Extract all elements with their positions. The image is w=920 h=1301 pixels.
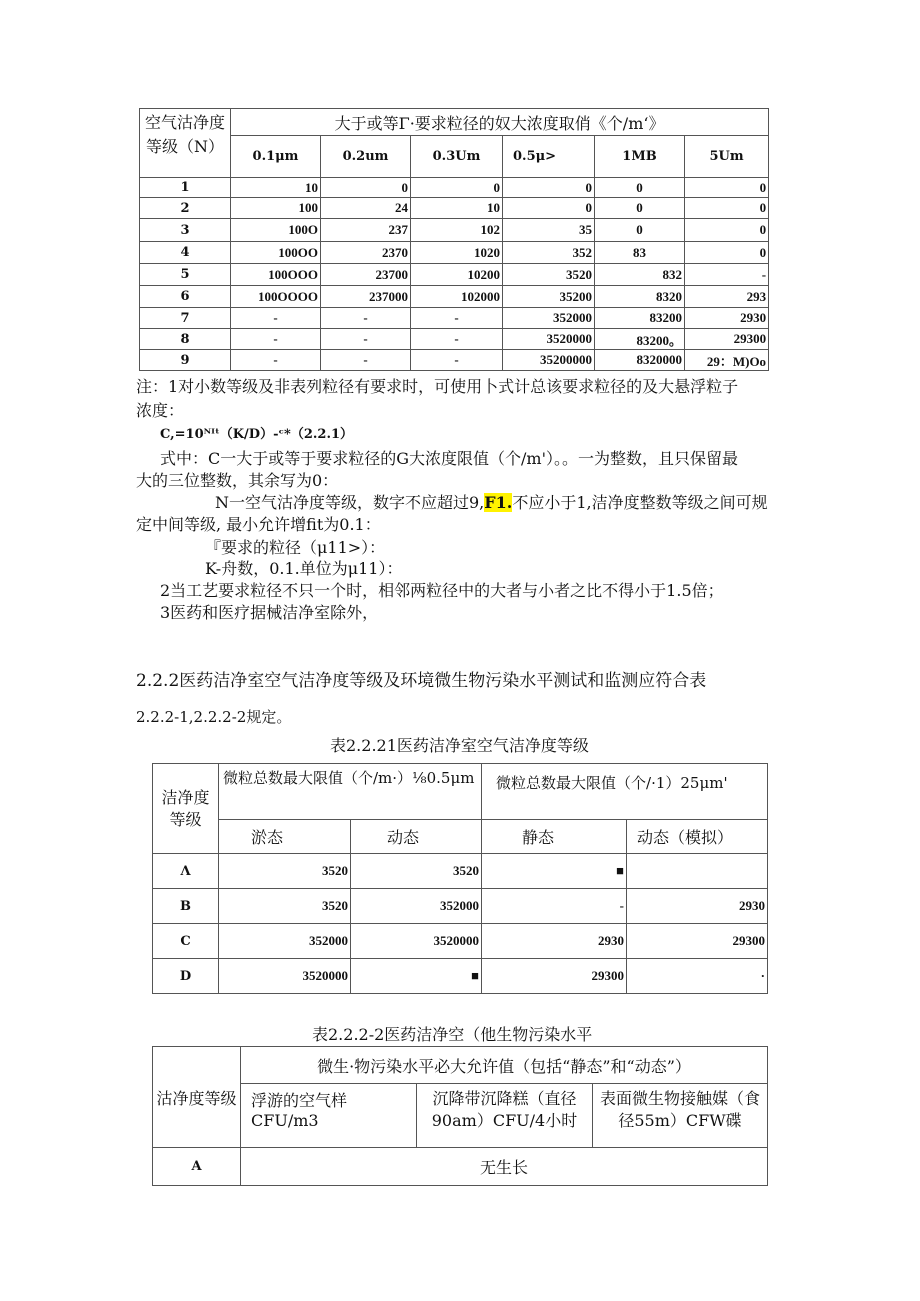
cleanliness-class-table (139, 108, 769, 371)
value-cell: 3520 (503, 264, 595, 286)
d-definition: 『要求的粒径（μ11>）： (205, 538, 386, 557)
table-row (140, 350, 769, 371)
value-cell: 2930 (685, 308, 769, 329)
subcol-header: 沉降带沉降糕（直径 90am）CFU/4小时 (417, 1084, 593, 1148)
pharma-cleanliness-table (152, 763, 768, 994)
group-header: 微粒总数最大限值（个/m·）⅛0.5μm (219, 764, 482, 820)
grade-cell: 3 (140, 219, 231, 242)
table-row (153, 924, 768, 959)
value-cell: 352 (503, 242, 595, 264)
value-cell: 3520000 (351, 924, 482, 959)
table-row (140, 329, 769, 350)
value-cell: - (411, 329, 503, 350)
table-row (153, 959, 768, 994)
subcol-header: 表面微生物接触媒（食 径55m）CFW碟 (593, 1084, 768, 1148)
value-cell: 10200 (411, 264, 503, 286)
subcol-header: 动态 (351, 820, 482, 854)
grade-cell: 6 (140, 286, 231, 308)
formula: C,=10ᴺᴵᵗ（K/D）-ᶜ*（2.2.1） (160, 427, 354, 442)
value-cell: 100O (231, 219, 321, 242)
value-cell: - (231, 350, 321, 371)
subcol-header: 静态 (482, 820, 627, 854)
n-definition: N一空气沽净度等级，数字不应超过9,F1.不应小于1,洁净度整数等级之间可规 (215, 493, 768, 512)
n-definition-cont: 定中间等级, 最小允许增fit为0.1： (136, 515, 381, 534)
col-header: 1MB (595, 136, 685, 178)
value-cell: - (321, 308, 411, 329)
table-row (140, 286, 769, 308)
value-cell: 3520 (219, 889, 351, 924)
value-cell: 0 (321, 178, 411, 198)
value-cell: 29300 (685, 329, 769, 350)
where-text-cont: 大的三位整数，其余写为0： (136, 471, 339, 490)
grade-cell: 8 (140, 329, 231, 350)
value-cell: 352000 (351, 889, 482, 924)
k-definition: K-舟数，0.1.单位为μ11）： (205, 559, 403, 578)
value-cell: 3520 (351, 854, 482, 889)
subcol-header: 淤态 (219, 820, 351, 854)
value-cell: 2370 (321, 242, 411, 264)
row-header: 沽净度等级 (153, 1047, 241, 1148)
grade-cell: C (153, 924, 219, 959)
value-cell: 352000 (503, 308, 595, 329)
value-cell: 0 (595, 219, 685, 242)
value-cell: 0 (685, 198, 769, 219)
table-row (140, 219, 769, 242)
grade-cell: 2 (140, 198, 231, 219)
note-3: 3医药和医疗据械洁净室除外， (160, 603, 379, 622)
value-cell: 100OOOO (231, 286, 321, 308)
value-cell (627, 854, 768, 889)
col-header: 5Um (685, 136, 769, 178)
value-cell: 0 (595, 178, 685, 198)
value-cell: 832 (595, 264, 685, 286)
value-cell: 29300 (482, 959, 627, 994)
table-row (140, 178, 769, 198)
value-cell: - (411, 308, 503, 329)
value-cell: 100 (231, 198, 321, 219)
value-cell: 10 (231, 178, 321, 198)
value-cell: - (321, 329, 411, 350)
highlighted-text: F1. (484, 493, 513, 512)
subcol-header: 动态（模拟） (627, 820, 768, 854)
value-cell: 2930 (482, 924, 627, 959)
value-cell: 24 (321, 198, 411, 219)
value-cell: 10 (411, 198, 503, 219)
value-cell: 100OOO (231, 264, 321, 286)
microbial-contamination-table (152, 1046, 768, 1186)
section-heading: 2.2.2医药洁净室空气洁净度等级及环境微生物污染水平测试和监测应符合表 (136, 671, 707, 691)
value-cell: 83200 (595, 308, 685, 329)
value-cell: - (482, 889, 627, 924)
value-cell: 35 (503, 219, 595, 242)
value-cell: 8320000 (595, 350, 685, 371)
grade-cell: 7 (140, 308, 231, 329)
col-header: 0.2um (321, 136, 411, 178)
section-heading-cont: 2.2.2-1,2.2.2-2规定。 (136, 708, 292, 726)
table-row (153, 854, 768, 889)
value-cell: 102000 (411, 286, 503, 308)
value-cell: 3520000 (219, 959, 351, 994)
where-text: 式中：C一大于或等于要求粒径的G大浓度限值（个/m'）。。一为整数，且只保留最 (160, 449, 738, 468)
value-cell: 237 (321, 219, 411, 242)
value-cell: - (231, 329, 321, 350)
group-header: 微生·物污染水平必大允许值（包括“静态”和“动态”） (241, 1047, 768, 1084)
group-header: 大于或等Γ·要求粒径的奴大浓度取俏《个/m‘》 (231, 109, 769, 136)
value-cell: 1020 (411, 242, 503, 264)
note-1-cont: 浓度： (136, 401, 185, 420)
value-cell: 8320 (595, 286, 685, 308)
grade-cell: 4 (140, 242, 231, 264)
value-cell: 0 (411, 178, 503, 198)
subcol-header: 浮游的空气样CFU/m3 (241, 1084, 417, 1148)
row-header: 洁净度 等级 (153, 764, 219, 854)
grade-cell: Λ (153, 854, 219, 889)
value-cell: 29：M)Oo (685, 350, 769, 371)
value-cell: 0 (595, 198, 685, 219)
value-cell: ■ (482, 854, 627, 889)
value-cell: 83200。 (595, 329, 685, 350)
note-2: 2当工艺要求粒径不只一个时，相邻两粒径中的大者与小者之比不得小于1.5倍； (160, 581, 724, 600)
grade-cell: 5 (140, 264, 231, 286)
value-cell: - (411, 350, 503, 371)
value-cell: - (685, 264, 769, 286)
value-cell: 100OO (231, 242, 321, 264)
value-cell: 0 (685, 242, 769, 264)
value-cell: 0 (685, 178, 769, 198)
value-cell: 3520 (219, 854, 351, 889)
col-header: 0.1μm (231, 136, 321, 178)
value-cell: 29300 (627, 924, 768, 959)
table-row (140, 308, 769, 329)
grade-cell: A (153, 1148, 241, 1186)
grade-cell: D (153, 959, 219, 994)
row-header: 空气沽净度 等级（N） (140, 109, 231, 178)
value-cell: - (321, 350, 411, 371)
value-cell: 293 (685, 286, 769, 308)
value-cell: 3520000 (503, 329, 595, 350)
table-row (153, 889, 768, 924)
grade-cell: 1 (140, 178, 231, 198)
value-cell: 23700 (321, 264, 411, 286)
value-cell: 35200 (503, 286, 595, 308)
value-cell: 83 (595, 242, 685, 264)
value-cell: 0 (503, 178, 595, 198)
group-header: 微粒总数最大限值（个/·1）25μm' (482, 764, 768, 820)
table-row (140, 242, 769, 264)
value-cell: 2930 (627, 889, 768, 924)
col-header: 0.3Um (411, 136, 503, 178)
table-row (140, 264, 769, 286)
value-cell: 0 (685, 219, 769, 242)
value-cell: 102 (411, 219, 503, 242)
value-cell: 35200000 (503, 350, 595, 371)
value-cell: ■ (351, 959, 482, 994)
value-cell: · (627, 959, 768, 994)
value-cell: 无生长 (241, 1148, 768, 1186)
value-cell: 237000 (321, 286, 411, 308)
value-cell: - (231, 308, 321, 329)
value-cell: 352000 (219, 924, 351, 959)
value-cell: 0 (503, 198, 595, 219)
note-1: 注：1对小数等级及非表列粒径有要求时，可使用卜式计总该要求粒径的及大悬浮粒子 (136, 377, 739, 396)
col-header: 0.5μ> (503, 136, 595, 178)
grade-cell: 9 (140, 350, 231, 371)
table-row (140, 198, 769, 219)
table3-caption: 表2.2.2-2医药洁净空（他生物污染水平 (312, 1025, 593, 1044)
grade-cell: B (153, 889, 219, 924)
table2-caption: 表2.2.21医药洁净室空气洁净度等级 (330, 736, 589, 755)
